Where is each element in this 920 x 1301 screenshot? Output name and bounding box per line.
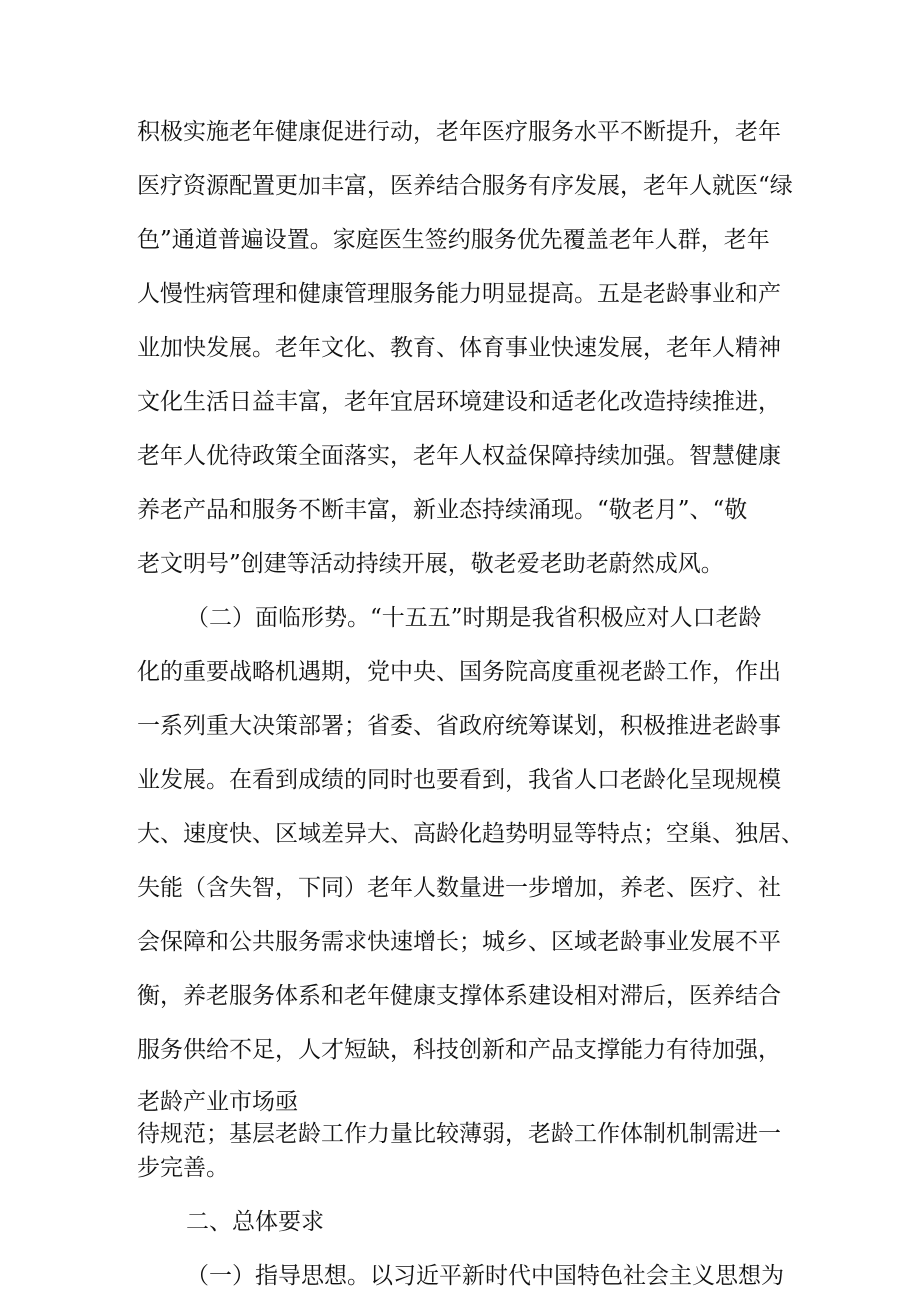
- text-line: 会保障和公共服务需求快速增长；城乡、区域老龄事业发展不平: [137, 929, 781, 955]
- text-line: 化的重要战略机遇期，党中央、国务院高度重视老龄工作，作出: [137, 659, 781, 685]
- section-heading: 二、总体要求: [186, 1209, 324, 1235]
- text-line: （一）指导思想。以习近平新时代中国特色社会主义思想为: [186, 1263, 784, 1289]
- text-line: 大、速度快、区域差异大、高龄化趋势明显等特点；空巢、独居、: [137, 821, 804, 847]
- text-line: 人慢性病管理和健康管理服务能力明显提高。五是老龄事业和产: [137, 281, 781, 307]
- text-line: 积极实施老年健康促进行动，老年医疗服务水平不断提升，老年: [137, 119, 781, 145]
- text-line: 文化生活日益丰富，老年宜居环境建设和适老化改造持续推进，: [137, 389, 781, 415]
- text-line: 老文明号”创建等活动持续开展，敬老爱老助老蔚然成风。: [137, 551, 724, 577]
- text-line: 待规范；基层老龄工作力量比较薄弱，老龄工作体制机制需进一: [137, 1121, 781, 1147]
- text-line: （二）面临形势。“十五五”时期是我省积极应对人口老龄: [186, 605, 762, 631]
- text-line: 色”通道普遍设置。家庭医生签约服务优先覆盖老年人群，老年: [137, 227, 770, 253]
- text-line: 一系列重大决策部署；省委、省政府统筹谋划，积极推进老龄事: [137, 713, 781, 739]
- text-line: 衡，养老服务体系和老年健康支撑体系建设相对滞后，医养结合: [137, 983, 781, 1009]
- text-line: 业发展。在看到成绩的同时也要看到，我省人口老龄化呈现规模: [137, 767, 781, 793]
- text-line: 养老产品和服务不断丰富，新业态持续涌现。“敬老月”、“敬: [137, 497, 748, 523]
- text-line: 老龄产业市场亟: [137, 1089, 298, 1115]
- text-line: 业加快发展。老年文化、教育、体育事业快速发展，老年人精神: [137, 335, 781, 361]
- text-line: 医疗资源配置更加丰富，医养结合服务有序发展，老年人就医“绿: [137, 173, 793, 199]
- text-line: 老年人优待政策全面落实，老年人权益保障持续加强。智慧健康: [137, 443, 781, 469]
- text-line: 服务供给不足，人才短缺，科技创新和产品支撑能力有待加强，: [137, 1037, 781, 1063]
- text-line: 失能（含失智，下同）老年人数量进一步增加，养老、医疗、社: [137, 875, 781, 901]
- text-line: 步完善。: [137, 1155, 229, 1181]
